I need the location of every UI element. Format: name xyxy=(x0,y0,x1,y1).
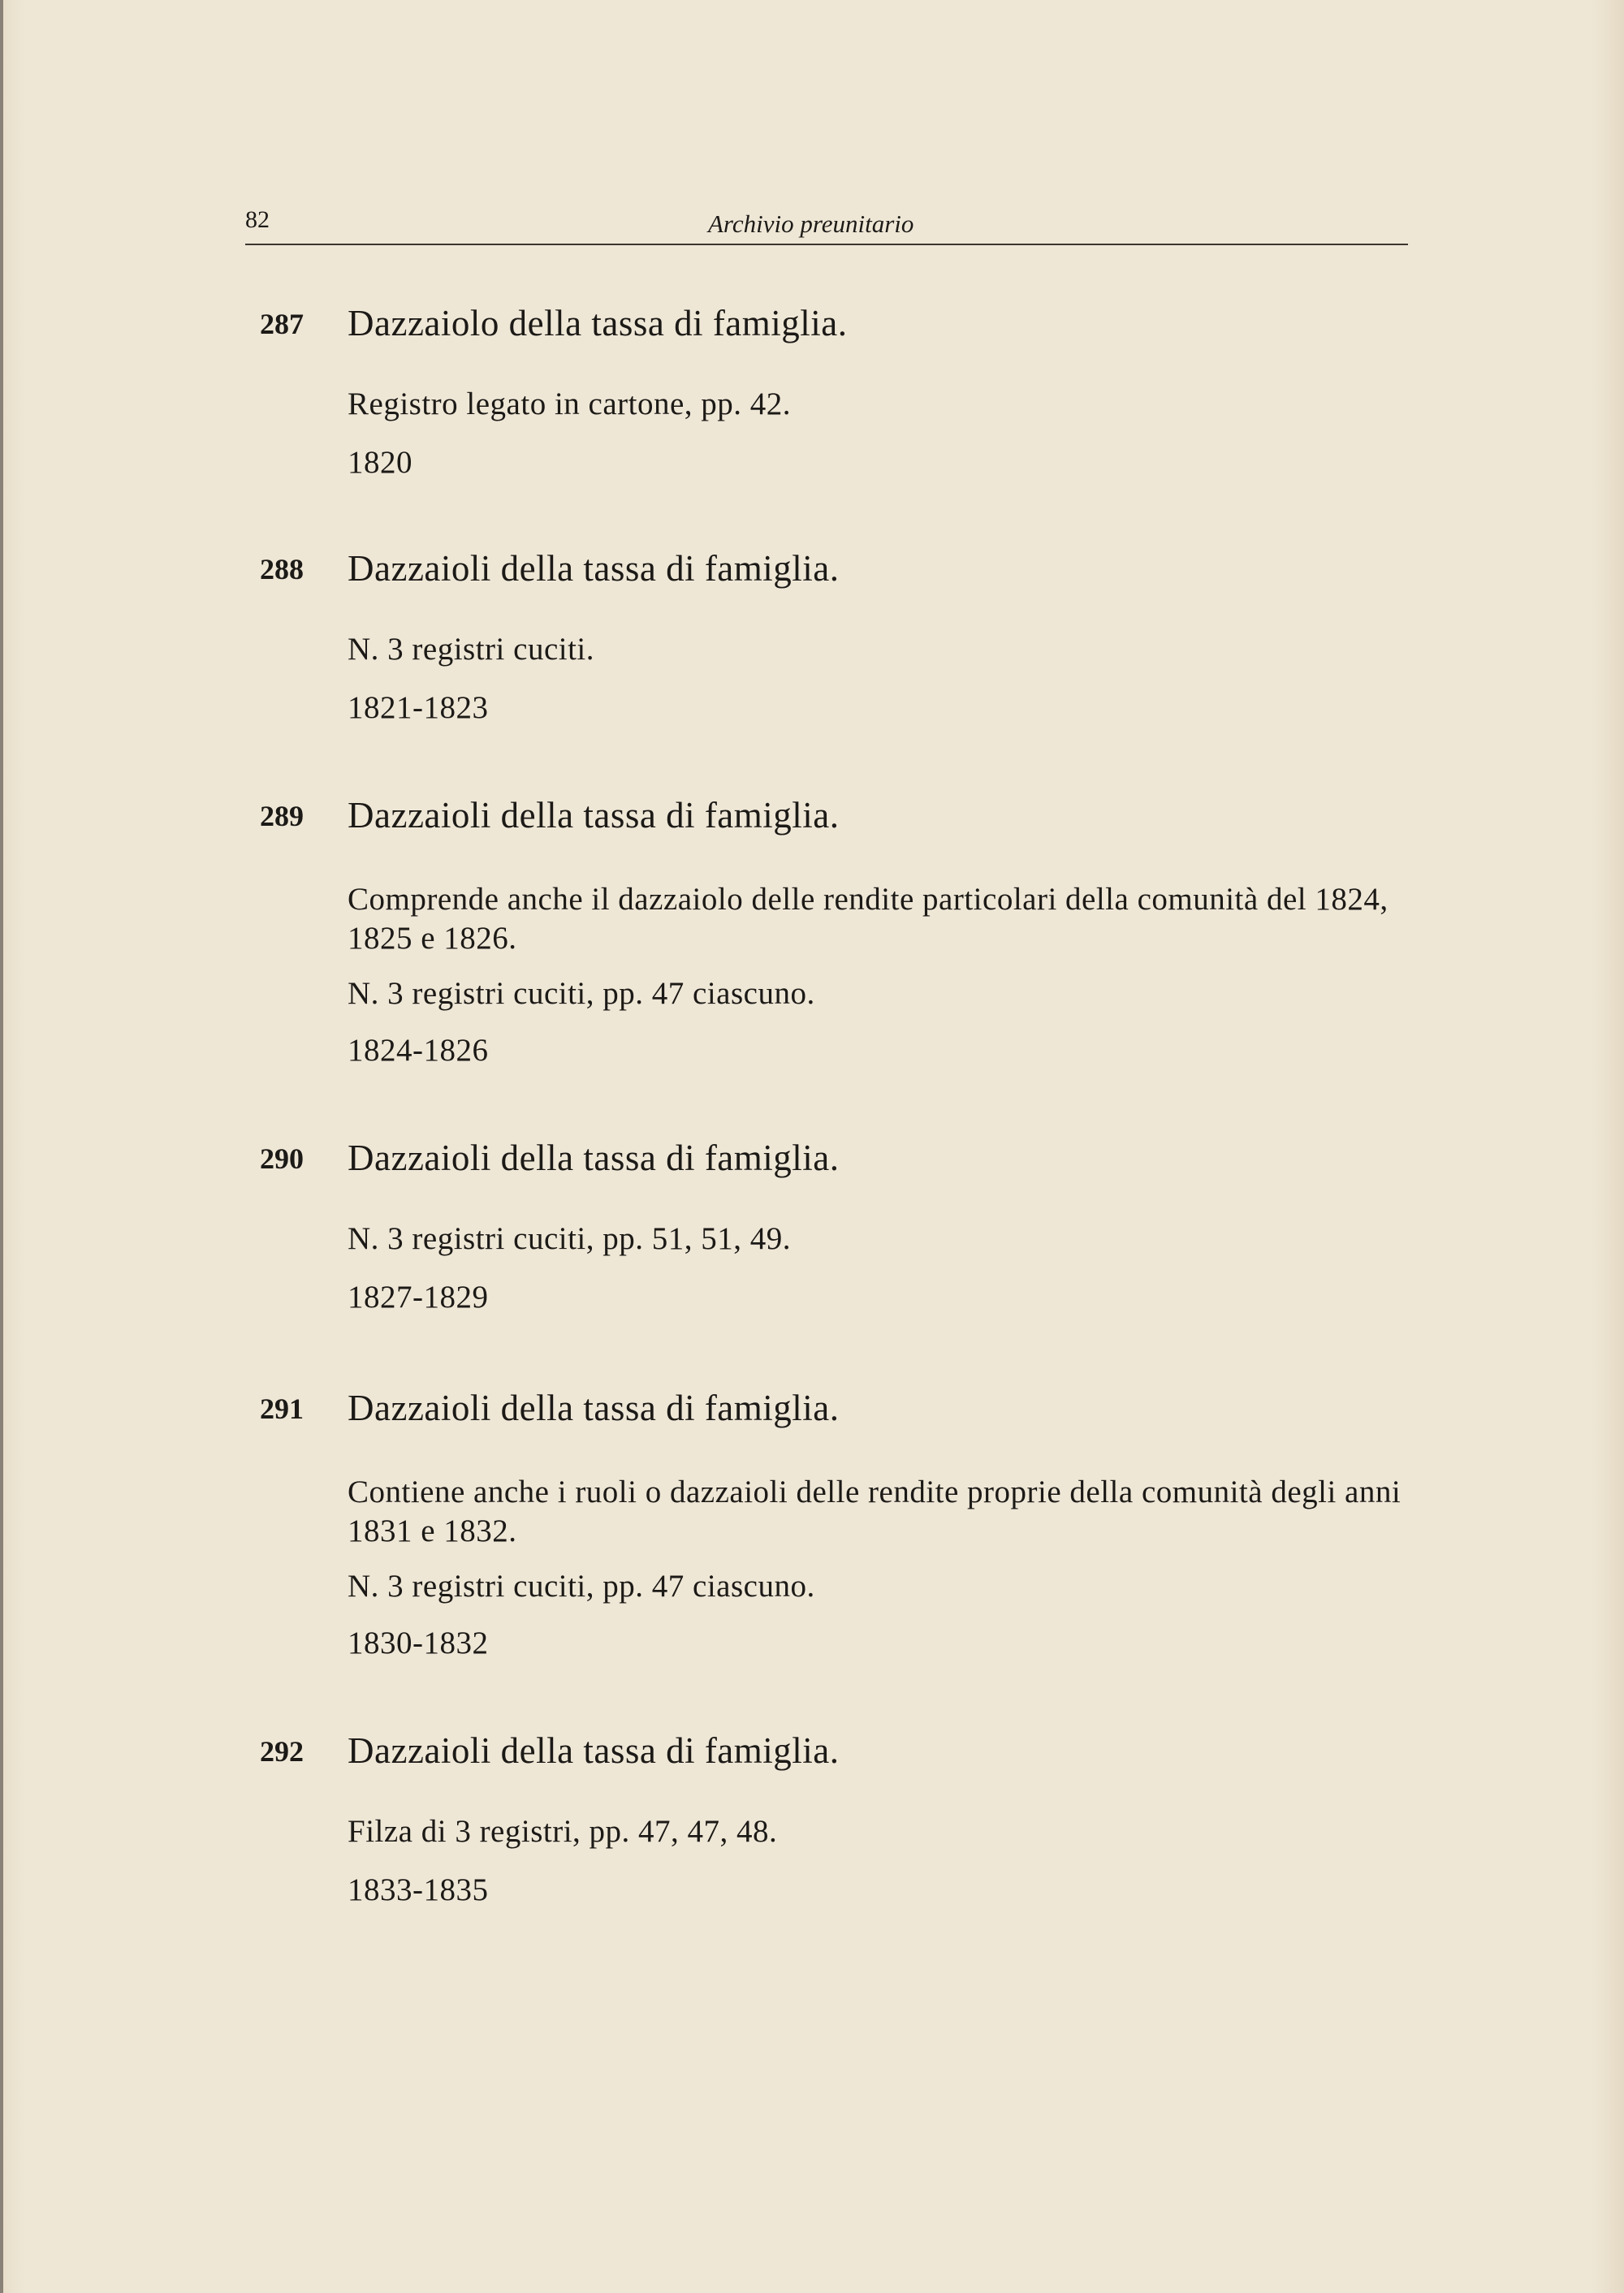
entry-date: 1820 xyxy=(348,445,412,480)
entry-number: 289 xyxy=(260,800,304,832)
entry-number: 288 xyxy=(260,553,304,585)
entry-title: Dazzaioli della tassa di famiglia. xyxy=(348,548,840,589)
entry-description: N. 3 registri cuciti. xyxy=(348,632,595,667)
entry-description: Registro legato in cartone, pp. 42. xyxy=(348,386,792,421)
entry-title: Dazzaioli della tassa di famiglia. xyxy=(348,795,840,836)
entry-note: Contiene anche i ruoli o dazzaioli delle rendite proprie della comunità degli anni 1831 e 1832. xyxy=(348,1475,1402,1548)
entry-number: 290 xyxy=(260,1142,304,1175)
entry-description: N. 3 registri cuciti, pp. 51, 51, 49. xyxy=(348,1221,792,1256)
entry-description: N. 3 registri cuciti, pp. 47 ciascuno. xyxy=(348,976,815,1011)
entry-number: 287 xyxy=(260,308,304,340)
page-edge xyxy=(0,0,3,2293)
entry-title: Dazzaioli della tassa di famiglia. xyxy=(348,1730,840,1771)
entry-title: Dazzaioli della tassa di famiglia. xyxy=(348,1138,840,1178)
page-header xyxy=(245,205,1408,245)
page-number: 82 xyxy=(245,206,270,233)
entry-date: 1821-1823 xyxy=(348,690,489,725)
entry-number: 291 xyxy=(260,1393,304,1425)
running-title: Archivio preunitario xyxy=(708,209,914,238)
entry-description: N. 3 registri cuciti, pp. 47 ciascuno. xyxy=(348,1569,815,1604)
entry-date: 1827-1829 xyxy=(348,1280,489,1315)
entry-date: 1833-1835 xyxy=(348,1872,489,1907)
entry-description: Filza di 3 registri, pp. 47, 47, 48. xyxy=(348,1814,778,1849)
entry-note: Comprende anche il dazzaiolo delle rendite particolari della comunità del 1824, 1825 e 1826. xyxy=(348,882,1389,956)
entry-date: 1830-1832 xyxy=(348,1626,489,1660)
entry-date: 1824-1826 xyxy=(348,1033,489,1068)
entry-title: Dazzaioli della tassa di famiglia. xyxy=(348,1388,840,1428)
entry-title: Dazzaiolo della tassa di famiglia. xyxy=(348,303,848,343)
entry-number: 292 xyxy=(260,1735,304,1768)
